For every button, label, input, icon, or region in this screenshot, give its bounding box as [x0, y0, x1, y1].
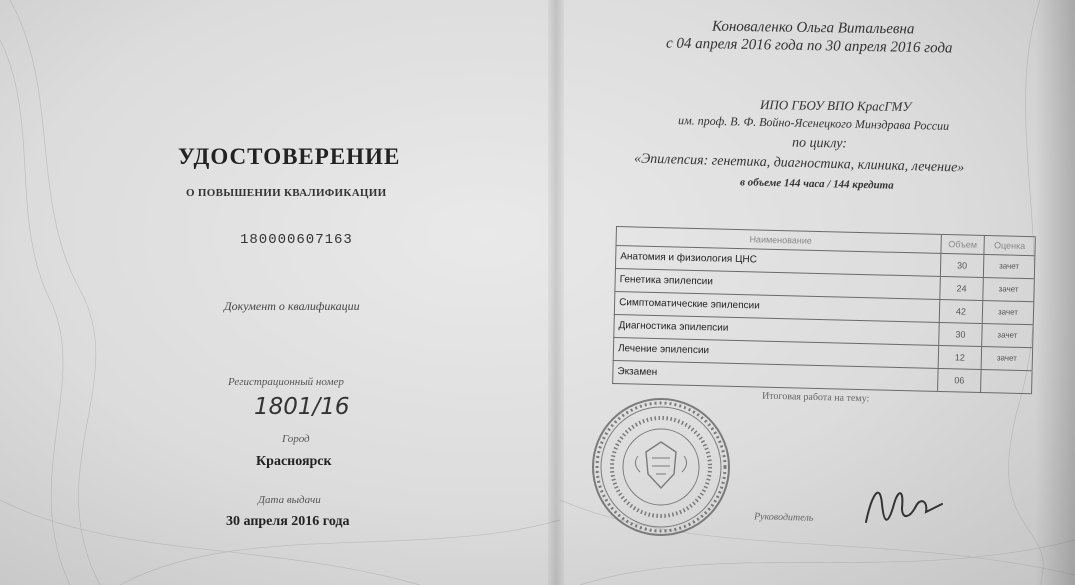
city-label: Город: [282, 433, 310, 445]
header-name: Наименование: [617, 227, 942, 253]
subject-hours: 42: [940, 300, 984, 323]
subject-name: Лечение эпилепсии: [614, 338, 939, 368]
certificate-subtitle: О ПОВЫШЕНИИ КВАЛИФИКАЦИИ: [186, 187, 387, 199]
official-seal-icon: [586, 392, 736, 542]
cycle-label: по циклу:: [791, 135, 848, 152]
subject-hours: 30: [941, 254, 985, 277]
training-period: с 04 апреля 2016 года по 30 апреля 2016 года: [665, 35, 953, 57]
holder-name: Коноваленко Ольга Витальевна: [711, 18, 915, 38]
subject-hours: 30: [939, 323, 983, 346]
course-title: «Эпилепсия: генетика, диагностика, клиника, лечение»: [633, 151, 965, 176]
subject-name: Диагностика эпилепсии: [614, 315, 939, 345]
registration-number: 1801/16: [254, 394, 350, 420]
header-hours: Объем: [941, 235, 984, 254]
registration-label: Регистрационный номер: [228, 376, 344, 388]
institution-line-2: им. проф. В. Ф. Войно-Ясенецкого Минздрава России: [677, 113, 950, 133]
city-value: Красноярск: [256, 454, 332, 469]
subject-hours: 06: [938, 369, 982, 392]
subject-hours: 24: [940, 277, 984, 300]
subject-name: Генетика эпилепсии: [615, 269, 940, 299]
subject-grade: зачет: [982, 324, 1034, 347]
subject-grade: [981, 370, 1033, 393]
issue-date: 30 апреля 2016 года: [226, 514, 350, 529]
subject-hours: 12: [939, 346, 983, 369]
institution-line-1: ИПО ГБОУ ВПО КрасГМУ: [759, 96, 912, 115]
subject-name: Симптоматические эпилепсии: [615, 292, 940, 322]
subject-grade: зачет: [983, 301, 1035, 324]
signature-icon: [858, 474, 948, 534]
edge-shadow: [1035, 0, 1075, 585]
subject-grade: зачет: [984, 255, 1036, 278]
document-type: Документ о квалификации: [224, 299, 360, 313]
subject-name: Анатомия и физиология ЦНС: [616, 246, 941, 276]
subjects-table: [612, 226, 1036, 394]
course-volume: в объеме 144 часа / 144 кредита: [739, 176, 894, 192]
subject-grade: зачет: [982, 347, 1034, 370]
header-grade: Оценка: [984, 236, 1035, 255]
director-label: Руководитель: [753, 511, 814, 524]
issue-date-label: Дата выдачи: [258, 494, 321, 506]
center-fold: [548, 0, 564, 585]
subject-grade: зачет: [983, 278, 1035, 301]
thesis-label: Итоговая работа на тему:: [761, 390, 870, 405]
subject-name: Экзамен: [613, 361, 938, 391]
certificate-title: УДОСТОВЕРЕНИЕ: [178, 144, 401, 169]
certificate-number: 180000607163: [240, 232, 353, 248]
